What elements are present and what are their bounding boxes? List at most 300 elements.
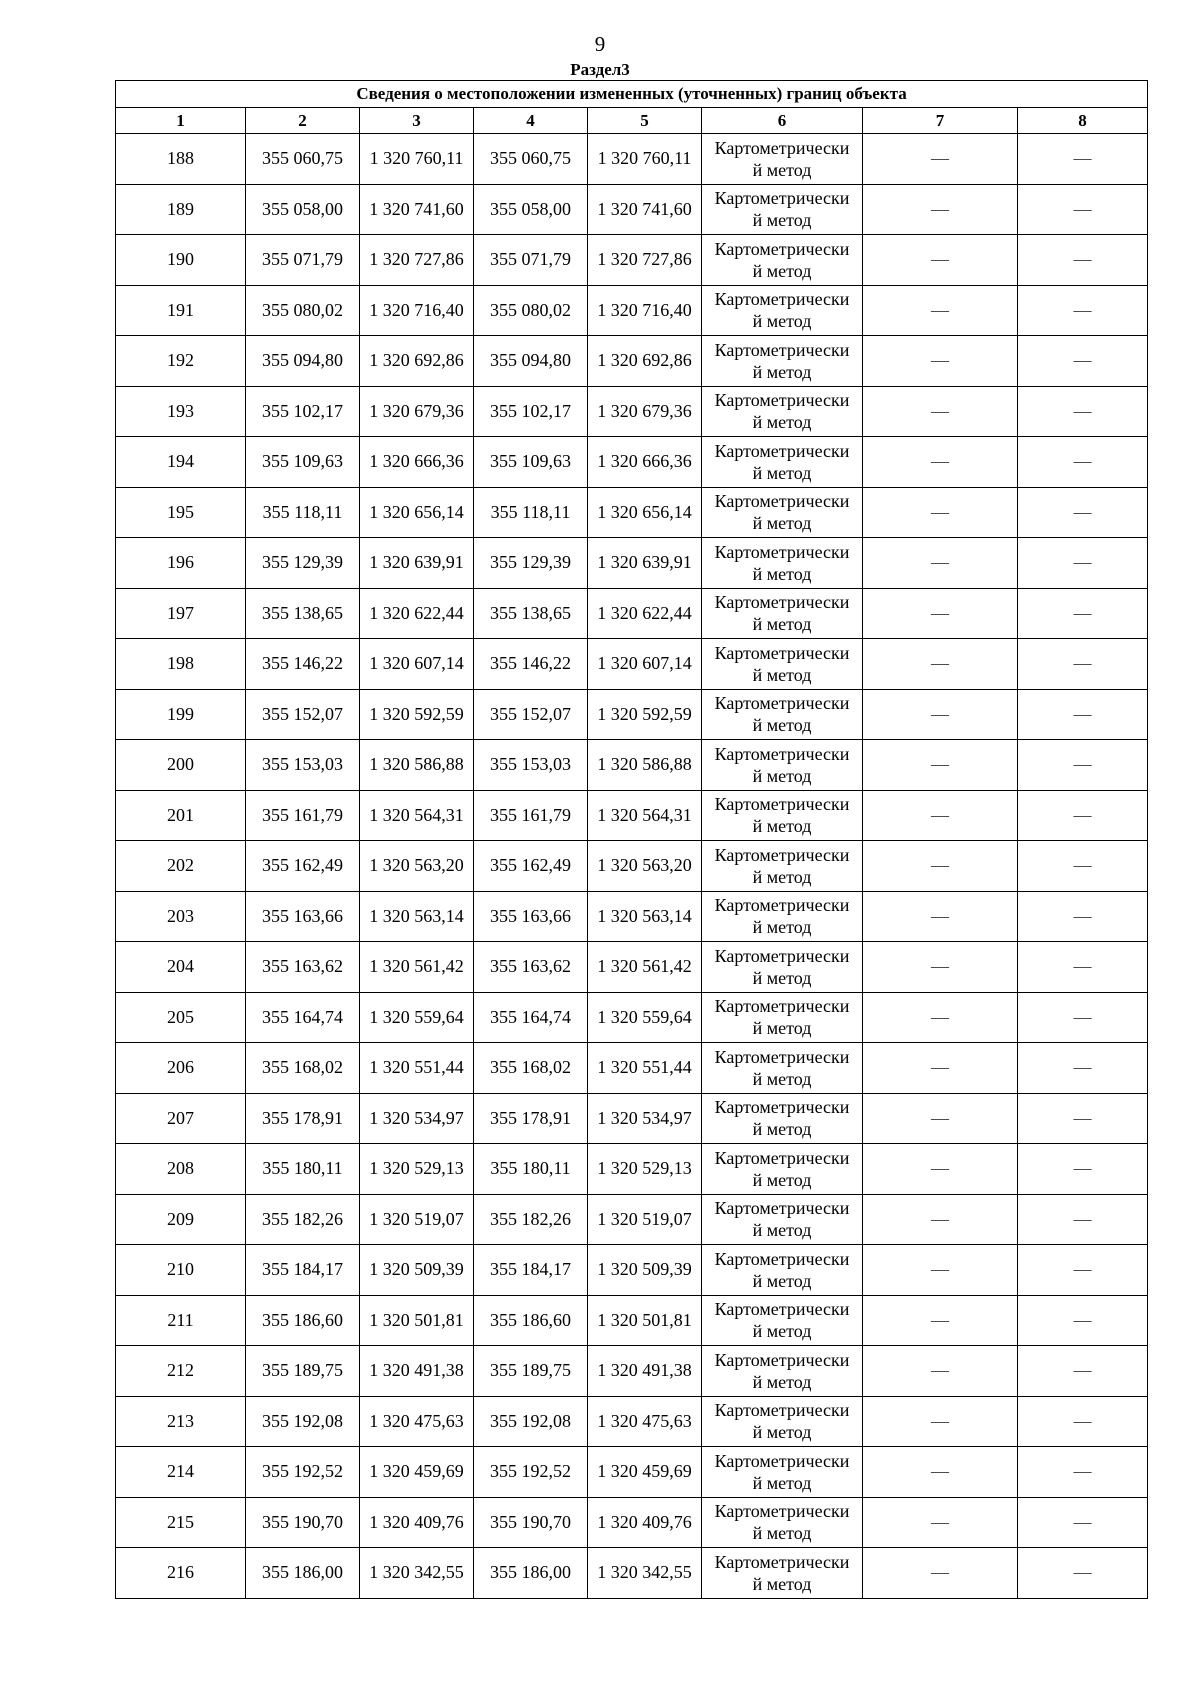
method-cell [702, 184, 863, 235]
x-coordinate-cell: 355 102,17 [246, 386, 360, 437]
x-coordinate-cell: 355 162,49 [246, 841, 360, 892]
y-coordinate-new-cell: 1 320 564,31 [588, 790, 702, 841]
point-number-cell: 192 [116, 336, 246, 387]
column-number: 1 [116, 108, 246, 134]
table-row [116, 588, 1148, 639]
column-8-dash-cell: — [1018, 891, 1148, 942]
table-row [116, 134, 1148, 185]
table-row [116, 1245, 1148, 1296]
method-line-2: й метод [752, 1068, 812, 1089]
column-8-dash-cell: — [1018, 740, 1148, 791]
method-line-2: й метод [752, 816, 812, 837]
point-number-cell: 190 [116, 235, 246, 286]
y-coordinate-cell: 1 320 622,44 [360, 588, 474, 639]
method-line-2: й метод [752, 1422, 812, 1443]
y-coordinate-cell: 1 320 692,86 [360, 336, 474, 387]
column-7-dash-cell: — [863, 1497, 1018, 1548]
x-coordinate-cell: 355 180,11 [246, 1144, 360, 1195]
point-number-cell: 204 [116, 942, 246, 993]
table-row [116, 1144, 1148, 1195]
table-row [116, 740, 1148, 791]
y-coordinate-cell: 1 320 564,31 [360, 790, 474, 841]
column-7-dash-cell: — [863, 285, 1018, 336]
method-cell [702, 336, 863, 387]
y-coordinate-new-cell: 1 320 727,86 [588, 235, 702, 286]
x-coordinate-new-cell: 355 186,60 [474, 1295, 588, 1346]
method-line-1: Картометрически [714, 440, 850, 461]
y-coordinate-cell: 1 320 607,14 [360, 639, 474, 690]
method-line-2: й метод [752, 1018, 812, 1039]
x-coordinate-new-cell: 355 071,79 [474, 235, 588, 286]
column-number: 6 [702, 108, 863, 134]
x-coordinate-new-cell: 355 184,17 [474, 1245, 588, 1296]
y-coordinate-new-cell: 1 320 666,36 [588, 437, 702, 488]
y-coordinate-new-cell: 1 320 559,64 [588, 992, 702, 1043]
x-coordinate-new-cell: 355 080,02 [474, 285, 588, 336]
method-line-2: й метод [752, 917, 812, 938]
table-row [116, 1396, 1148, 1447]
table-row [116, 639, 1148, 690]
x-coordinate-cell: 355 182,26 [246, 1194, 360, 1245]
column-number: 4 [474, 108, 588, 134]
y-coordinate-cell: 1 320 501,81 [360, 1295, 474, 1346]
x-coordinate-new-cell: 355 163,62 [474, 942, 588, 993]
point-number-cell: 188 [116, 134, 246, 185]
method-line-2: й метод [752, 1169, 812, 1190]
x-coordinate-cell: 355 094,80 [246, 336, 360, 387]
method-line-1: Картометрически [714, 1501, 850, 1522]
method-cell [702, 437, 863, 488]
column-number: 8 [1018, 108, 1148, 134]
table-row [116, 1346, 1148, 1397]
column-7-dash-cell: — [863, 790, 1018, 841]
method-cell [702, 1295, 863, 1346]
method-line-2: й метод [752, 260, 812, 281]
column-7-dash-cell: — [863, 740, 1018, 791]
method-cell [702, 285, 863, 336]
method-line-1: Картометрически [714, 945, 850, 966]
x-coordinate-cell: 355 109,63 [246, 437, 360, 488]
method-line-2: й метод [752, 1119, 812, 1140]
x-coordinate-new-cell: 355 129,39 [474, 538, 588, 589]
method-line-2: й метод [752, 210, 812, 231]
method-line-1: Картометрически [714, 693, 850, 714]
y-coordinate-new-cell: 1 320 679,36 [588, 386, 702, 437]
table-row [116, 1447, 1148, 1498]
column-number: 7 [863, 108, 1018, 134]
method-line-2: й метод [752, 1220, 812, 1241]
column-7-dash-cell: — [863, 386, 1018, 437]
y-coordinate-cell: 1 320 519,07 [360, 1194, 474, 1245]
x-coordinate-cell: 355 186,00 [246, 1548, 360, 1599]
method-line-1: Картометрически [714, 895, 850, 916]
y-coordinate-cell: 1 320 679,36 [360, 386, 474, 437]
table-row [116, 235, 1148, 286]
y-coordinate-new-cell: 1 320 459,69 [588, 1447, 702, 1498]
x-coordinate-new-cell: 355 153,03 [474, 740, 588, 791]
method-cell [702, 134, 863, 185]
method-line-2: й метод [752, 715, 812, 736]
column-8-dash-cell: — [1018, 235, 1148, 286]
method-line-2: й метод [752, 1270, 812, 1291]
table-row [116, 538, 1148, 589]
table-row [116, 1295, 1148, 1346]
column-8-dash-cell: — [1018, 992, 1148, 1043]
column-7-dash-cell: — [863, 134, 1018, 185]
method-line-2: й метод [752, 513, 812, 534]
column-8-dash-cell: — [1018, 538, 1148, 589]
y-coordinate-cell: 1 320 656,14 [360, 487, 474, 538]
column-7-dash-cell: — [863, 1245, 1018, 1296]
x-coordinate-cell: 355 184,17 [246, 1245, 360, 1296]
coordinates-table [115, 80, 1148, 1599]
x-coordinate-cell: 355 071,79 [246, 235, 360, 286]
method-line-2: й метод [752, 1371, 812, 1392]
method-line-1: Картометрически [714, 1248, 850, 1269]
y-coordinate-new-cell: 1 320 741,60 [588, 184, 702, 235]
table-row [116, 386, 1148, 437]
column-7-dash-cell: — [863, 487, 1018, 538]
method-line-2: й метод [752, 563, 812, 584]
column-8-dash-cell: — [1018, 689, 1148, 740]
point-number-cell: 212 [116, 1346, 246, 1397]
x-coordinate-new-cell: 355 146,22 [474, 639, 588, 690]
column-7-dash-cell: — [863, 1043, 1018, 1094]
y-coordinate-cell: 1 320 666,36 [360, 437, 474, 488]
point-number-cell: 210 [116, 1245, 246, 1296]
method-cell [702, 1548, 863, 1599]
x-coordinate-new-cell: 355 094,80 [474, 336, 588, 387]
point-number-cell: 199 [116, 689, 246, 740]
y-coordinate-cell: 1 320 563,14 [360, 891, 474, 942]
table-row [116, 437, 1148, 488]
method-line-1: Картометрически [714, 390, 850, 411]
y-coordinate-cell: 1 320 639,91 [360, 538, 474, 589]
point-number-cell: 206 [116, 1043, 246, 1094]
y-coordinate-cell: 1 320 342,55 [360, 1548, 474, 1599]
column-8-dash-cell: — [1018, 1043, 1148, 1094]
y-coordinate-cell: 1 320 459,69 [360, 1447, 474, 1498]
page-number: 9 [594, 32, 606, 56]
column-8-dash-cell: — [1018, 184, 1148, 235]
column-7-dash-cell: — [863, 689, 1018, 740]
method-line-2: й метод [752, 412, 812, 433]
y-coordinate-new-cell: 1 320 501,81 [588, 1295, 702, 1346]
column-8-dash-cell: — [1018, 790, 1148, 841]
y-coordinate-cell: 1 320 586,88 [360, 740, 474, 791]
method-line-2: й метод [752, 1321, 812, 1342]
x-coordinate-new-cell: 355 118,11 [474, 487, 588, 538]
y-coordinate-new-cell: 1 320 529,13 [588, 1144, 702, 1195]
column-8-dash-cell: — [1018, 1346, 1148, 1397]
y-coordinate-new-cell: 1 320 607,14 [588, 639, 702, 690]
column-7-dash-cell: — [863, 437, 1018, 488]
method-line-2: й метод [752, 967, 812, 988]
method-cell [702, 841, 863, 892]
y-coordinate-new-cell: 1 320 656,14 [588, 487, 702, 538]
method-line-1: Картометрически [714, 289, 850, 310]
x-coordinate-cell: 355 153,03 [246, 740, 360, 791]
point-number-cell: 214 [116, 1447, 246, 1498]
table-row [116, 891, 1148, 942]
method-line-2: й метод [752, 765, 812, 786]
x-coordinate-cell: 355 192,08 [246, 1396, 360, 1447]
table-row [116, 942, 1148, 993]
x-coordinate-cell: 355 161,79 [246, 790, 360, 841]
y-coordinate-new-cell: 1 320 409,76 [588, 1497, 702, 1548]
method-line-2: й метод [752, 614, 812, 635]
point-number-cell: 213 [116, 1396, 246, 1447]
method-line-1: Картометрически [714, 188, 850, 209]
method-line-1: Картометрически [714, 844, 850, 865]
column-8-dash-cell: — [1018, 134, 1148, 185]
method-line-1: Картометрически [714, 1097, 850, 1118]
column-8-dash-cell: — [1018, 841, 1148, 892]
y-coordinate-cell: 1 320 563,20 [360, 841, 474, 892]
y-coordinate-cell: 1 320 491,38 [360, 1346, 474, 1397]
x-coordinate-cell: 355 060,75 [246, 134, 360, 185]
column-8-dash-cell: — [1018, 588, 1148, 639]
y-coordinate-cell: 1 320 592,59 [360, 689, 474, 740]
column-7-dash-cell: — [863, 1548, 1018, 1599]
column-8-dash-cell: — [1018, 386, 1148, 437]
y-coordinate-new-cell: 1 320 475,63 [588, 1396, 702, 1447]
column-7-dash-cell: — [863, 336, 1018, 387]
x-coordinate-new-cell: 355 152,07 [474, 689, 588, 740]
x-coordinate-new-cell: 355 192,52 [474, 1447, 588, 1498]
x-coordinate-cell: 355 080,02 [246, 285, 360, 336]
column-8-dash-cell: — [1018, 1497, 1148, 1548]
point-number-cell: 209 [116, 1194, 246, 1245]
table-row [116, 336, 1148, 387]
method-cell [702, 639, 863, 690]
x-coordinate-cell: 355 189,75 [246, 1346, 360, 1397]
column-7-dash-cell: — [863, 841, 1018, 892]
y-coordinate-new-cell: 1 320 519,07 [588, 1194, 702, 1245]
column-8-dash-cell: — [1018, 1093, 1148, 1144]
point-number-cell: 201 [116, 790, 246, 841]
column-7-dash-cell: — [863, 1194, 1018, 1245]
column-7-dash-cell: — [863, 639, 1018, 690]
method-line-1: Картометрически [714, 743, 850, 764]
y-coordinate-new-cell: 1 320 563,20 [588, 841, 702, 892]
y-coordinate-new-cell: 1 320 509,39 [588, 1245, 702, 1296]
x-coordinate-new-cell: 355 161,79 [474, 790, 588, 841]
method-line-2: й метод [752, 462, 812, 483]
x-coordinate-cell: 355 146,22 [246, 639, 360, 690]
method-cell [702, 588, 863, 639]
x-coordinate-new-cell: 355 182,26 [474, 1194, 588, 1245]
method-line-2: й метод [752, 664, 812, 685]
x-coordinate-cell: 355 129,39 [246, 538, 360, 589]
method-cell [702, 386, 863, 437]
method-line-1: Картометрически [714, 1551, 850, 1572]
column-7-dash-cell: — [863, 942, 1018, 993]
x-coordinate-cell: 355 152,07 [246, 689, 360, 740]
method-line-1: Картометрически [714, 137, 850, 158]
method-line-2: й метод [752, 866, 812, 887]
point-number-cell: 208 [116, 1144, 246, 1195]
method-line-2: й метод [752, 361, 812, 382]
x-coordinate-new-cell: 355 189,75 [474, 1346, 588, 1397]
method-cell [702, 1346, 863, 1397]
section-title: Раздел3 [570, 60, 630, 79]
column-8-dash-cell: — [1018, 437, 1148, 488]
method-cell [702, 1447, 863, 1498]
method-line-2: й метод [752, 311, 812, 332]
x-coordinate-new-cell: 355 180,11 [474, 1144, 588, 1195]
x-coordinate-new-cell: 355 162,49 [474, 841, 588, 892]
column-8-dash-cell: — [1018, 1396, 1148, 1447]
x-coordinate-new-cell: 355 102,17 [474, 386, 588, 437]
point-number-cell: 205 [116, 992, 246, 1043]
point-number-cell: 211 [116, 1295, 246, 1346]
column-number: 3 [360, 108, 474, 134]
x-coordinate-cell: 355 190,70 [246, 1497, 360, 1548]
point-number-cell: 191 [116, 285, 246, 336]
method-line-2: й метод [752, 1472, 812, 1493]
table-row [116, 285, 1148, 336]
method-line-2: й метод [752, 159, 812, 180]
column-8-dash-cell: — [1018, 639, 1148, 690]
y-coordinate-new-cell: 1 320 692,86 [588, 336, 702, 387]
method-cell [702, 538, 863, 589]
table-row [116, 689, 1148, 740]
table-row [116, 841, 1148, 892]
method-line-1: Картометрически [714, 339, 850, 360]
y-coordinate-cell: 1 320 561,42 [360, 942, 474, 993]
point-number-cell: 189 [116, 184, 246, 235]
table-row [116, 1043, 1148, 1094]
column-8-dash-cell: — [1018, 1194, 1148, 1245]
y-coordinate-cell: 1 320 529,13 [360, 1144, 474, 1195]
method-cell [702, 992, 863, 1043]
point-number-cell: 202 [116, 841, 246, 892]
method-cell [702, 1093, 863, 1144]
column-8-dash-cell: — [1018, 1548, 1148, 1599]
column-8-dash-cell: — [1018, 487, 1148, 538]
y-coordinate-cell: 1 320 760,11 [360, 134, 474, 185]
y-coordinate-new-cell: 1 320 592,59 [588, 689, 702, 740]
table-row [116, 487, 1148, 538]
table-caption: Сведения о местоположении измененных (уточненных) границ объекта [116, 81, 1148, 108]
column-8-dash-cell: — [1018, 1295, 1148, 1346]
column-7-dash-cell: — [863, 1396, 1018, 1447]
y-coordinate-cell: 1 320 559,64 [360, 992, 474, 1043]
method-line-1: Картометрически [714, 541, 850, 562]
column-number: 5 [588, 108, 702, 134]
point-number-cell: 207 [116, 1093, 246, 1144]
method-line-1: Картометрически [714, 592, 850, 613]
y-coordinate-new-cell: 1 320 639,91 [588, 538, 702, 589]
point-number-cell: 196 [116, 538, 246, 589]
x-coordinate-cell: 355 118,11 [246, 487, 360, 538]
method-cell [702, 689, 863, 740]
column-8-dash-cell: — [1018, 942, 1148, 993]
column-8-dash-cell: — [1018, 285, 1148, 336]
method-cell [702, 1497, 863, 1548]
y-coordinate-new-cell: 1 320 563,14 [588, 891, 702, 942]
column-7-dash-cell: — [863, 1447, 1018, 1498]
point-number-cell: 194 [116, 437, 246, 488]
x-coordinate-cell: 355 168,02 [246, 1043, 360, 1094]
y-coordinate-new-cell: 1 320 586,88 [588, 740, 702, 791]
column-7-dash-cell: — [863, 992, 1018, 1043]
x-coordinate-new-cell: 355 186,00 [474, 1548, 588, 1599]
method-line-1: Картометрически [714, 996, 850, 1017]
point-number-cell: 193 [116, 386, 246, 437]
column-8-dash-cell: — [1018, 336, 1148, 387]
column-7-dash-cell: — [863, 235, 1018, 286]
method-line-2: й метод [752, 1573, 812, 1594]
method-cell [702, 1043, 863, 1094]
method-line-1: Картометрически [714, 1349, 850, 1370]
table-row [116, 790, 1148, 841]
column-7-dash-cell: — [863, 1346, 1018, 1397]
method-cell [702, 740, 863, 791]
point-number-cell: 200 [116, 740, 246, 791]
y-coordinate-cell: 1 320 716,40 [360, 285, 474, 336]
y-coordinate-cell: 1 320 741,60 [360, 184, 474, 235]
point-number-cell: 215 [116, 1497, 246, 1548]
x-coordinate-new-cell: 355 168,02 [474, 1043, 588, 1094]
method-line-1: Картометрически [714, 1400, 850, 1421]
method-line-2: й метод [752, 1523, 812, 1544]
column-number: 2 [246, 108, 360, 134]
column-7-dash-cell: — [863, 588, 1018, 639]
table-row [116, 1548, 1148, 1599]
y-coordinate-new-cell: 1 320 716,40 [588, 285, 702, 336]
method-cell [702, 942, 863, 993]
point-number-cell: 197 [116, 588, 246, 639]
y-coordinate-cell: 1 320 534,97 [360, 1093, 474, 1144]
method-cell [702, 1194, 863, 1245]
x-coordinate-new-cell: 355 190,70 [474, 1497, 588, 1548]
point-number-cell: 216 [116, 1548, 246, 1599]
table-row [116, 1093, 1148, 1144]
method-line-1: Картометрически [714, 1299, 850, 1320]
y-coordinate-new-cell: 1 320 491,38 [588, 1346, 702, 1397]
table-row [116, 1194, 1148, 1245]
method-cell [702, 1396, 863, 1447]
x-coordinate-new-cell: 355 109,63 [474, 437, 588, 488]
y-coordinate-new-cell: 1 320 622,44 [588, 588, 702, 639]
column-7-dash-cell: — [863, 184, 1018, 235]
x-coordinate-cell: 355 192,52 [246, 1447, 360, 1498]
point-number-cell: 203 [116, 891, 246, 942]
point-number-cell: 195 [116, 487, 246, 538]
x-coordinate-new-cell: 355 058,00 [474, 184, 588, 235]
x-coordinate-new-cell: 355 060,75 [474, 134, 588, 185]
column-number-row [116, 108, 1148, 134]
column-8-dash-cell: — [1018, 1447, 1148, 1498]
method-cell [702, 1144, 863, 1195]
y-coordinate-cell: 1 320 509,39 [360, 1245, 474, 1296]
y-coordinate-new-cell: 1 320 551,44 [588, 1043, 702, 1094]
column-7-dash-cell: — [863, 891, 1018, 942]
column-8-dash-cell: — [1018, 1144, 1148, 1195]
method-line-1: Картометрически [714, 238, 850, 259]
table-row [116, 1497, 1148, 1548]
method-cell [702, 235, 863, 286]
method-line-1: Картометрически [714, 491, 850, 512]
x-coordinate-cell: 355 138,65 [246, 588, 360, 639]
column-8-dash-cell: — [1018, 1245, 1148, 1296]
x-coordinate-cell: 355 163,66 [246, 891, 360, 942]
x-coordinate-cell: 355 186,60 [246, 1295, 360, 1346]
x-coordinate-new-cell: 355 163,66 [474, 891, 588, 942]
column-7-dash-cell: — [863, 538, 1018, 589]
